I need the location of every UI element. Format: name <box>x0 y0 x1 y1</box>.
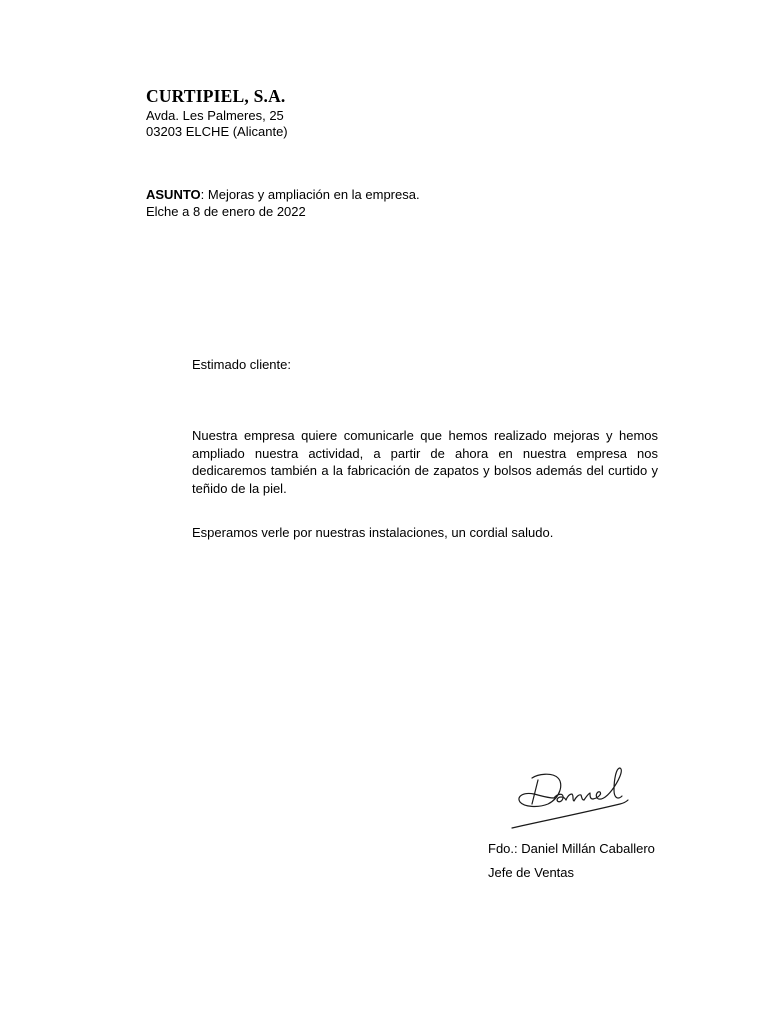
greeting: Estimado cliente: <box>192 357 291 372</box>
handwritten-signature <box>508 760 638 832</box>
letter-date: Elche a 8 de enero de 2022 <box>146 204 306 219</box>
subject-line <box>146 186 420 203</box>
company-name: CURTIPIEL, S.A. <box>146 86 286 106</box>
signer-name: Fdo.: Daniel Millán Caballero <box>488 841 655 856</box>
address-street: Avda. Les Palmeres, 25 <box>146 108 284 123</box>
subject-label: ASUNTO <box>146 187 201 202</box>
address-city: 03203 ELCHE (Alicante) <box>146 124 288 139</box>
closing-line: Esperamos verle por nuestras instalaciones, un cordial saludo. <box>192 525 554 540</box>
signer-role: Jefe de Ventas <box>488 865 575 880</box>
body-paragraph: Nuestra empresa quiere comunicarle que hemos realizado mejoras y hemos ampliado nuestra actividad, a partir de ahora en nuestra empresa nos dedicaremos también a la fabricación de zapatos y bolsos además del curtido y teñido de la piel. <box>192 428 658 496</box>
subject-text: : Mejoras y ampliación en la empresa. <box>200 187 420 202</box>
